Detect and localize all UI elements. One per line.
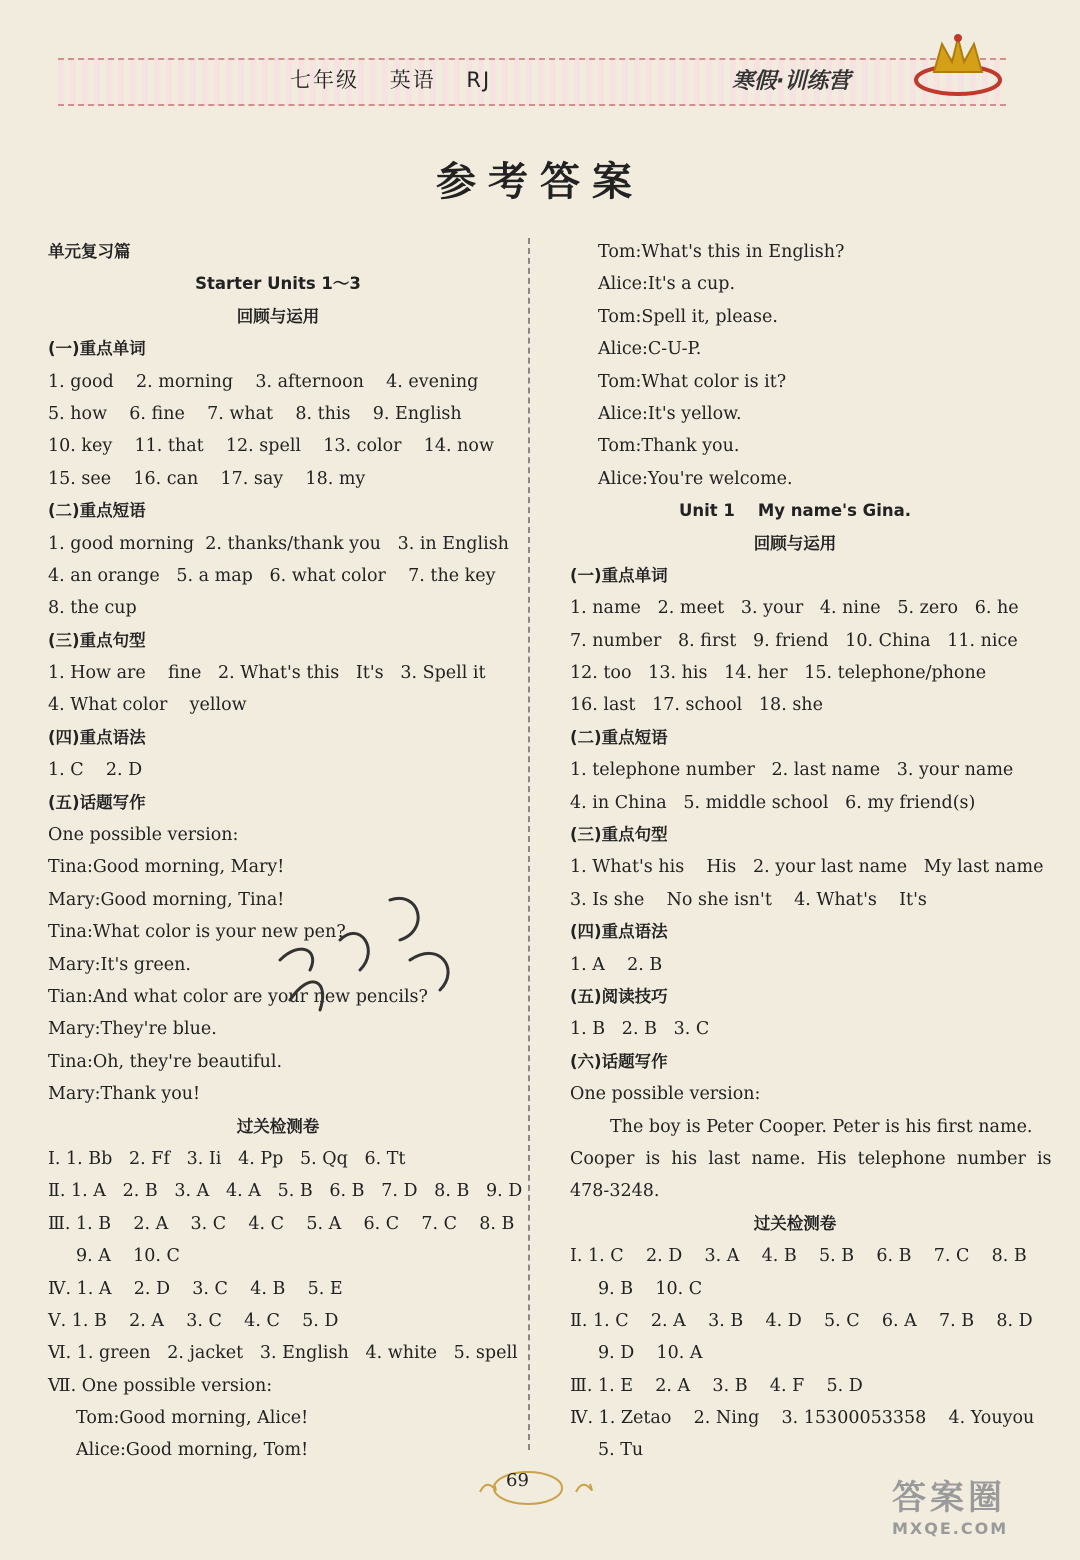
answer-line: 过关检测卷 (753, 1213, 837, 1233)
page-number: 69 (506, 1470, 529, 1491)
answer-line: 9. D 10. A (598, 1343, 703, 1364)
answer-line: 3. Is she No she isn't 4. What's It's (570, 889, 927, 910)
answer-line: Mary:Thank you! (48, 1084, 201, 1105)
answer-line: 12. too 13. his 14. her 15. telephone/phone (570, 663, 987, 684)
answer-line: 7. number 8. first 9. friend 10. China 11. nice (570, 630, 1018, 651)
answer-line: (二)重点短语 (48, 501, 146, 521)
answer-line: Ⅳ. 1. A 2. D 3. C 4. B 5. E (48, 1278, 343, 1299)
answer-line: 8. the cup (48, 598, 137, 619)
answer-line: Ⅲ. 1. B 2. A 3. C 4. C 5. A 6. C 7. C 8. B (48, 1213, 515, 1234)
page-number-ornament (470, 1462, 610, 1512)
column-divider (528, 238, 530, 1450)
left-column (48, 236, 523, 1467)
answer-line: Ⅱ. 1. A 2. B 3. A 4. A 5. B 6. B 7. D 8. B 9. D (48, 1181, 523, 1202)
answer-line: Ⅱ. 1. C 2. A 3. B 4. D 5. C 6. A 7. B 8. D (570, 1310, 1033, 1331)
brand-title: 寒假·训练营 (732, 69, 851, 94)
answer-line: Mary:Good morning, Tina! (48, 889, 285, 910)
answer-line: 5. how 6. fine 7. what 8. this 9. English (48, 403, 462, 424)
watermark-line1: 答案圈 (892, 1478, 1006, 1518)
answer-line: 1. name 2. meet 3. your 4. nine 5. zero 6. he (570, 598, 1019, 619)
header-info (290, 64, 513, 94)
answer-line: 过关检测卷 (236, 1116, 320, 1136)
answer-line: Ⅰ. 1. Bb 2. Ff 3. Ii 4. Pp 5. Qq 6. Tt (48, 1148, 406, 1169)
answer-line: 15. see 16. can 17. say 18. my (48, 468, 366, 489)
answer-line: Alice:It's yellow. (598, 403, 742, 424)
header-band (58, 58, 1006, 106)
answer-line: (一)重点单词 (48, 339, 146, 359)
answer-line: 9. A 10. C (76, 1246, 180, 1267)
answer-line: 4. What color yellow (48, 695, 247, 716)
answer-line: 1. B 2. B 3. C (570, 1019, 710, 1040)
answer-line: Tom:Thank you. (598, 436, 740, 457)
answer-line: 回顾与运用 (236, 306, 320, 326)
answer-line: 4. an orange 5. a map 6. what color 7. the key (48, 565, 496, 586)
answer-line: (四)重点语法 (48, 727, 146, 747)
answer-line: Ⅵ. 1. green 2. jacket 3. English 4. white 5. spell (48, 1343, 518, 1364)
answer-line: 回顾与运用 (753, 533, 837, 553)
answer-line: 1. What's his His 2. your last name My last name (570, 857, 1044, 878)
answer-line: The boy is Peter Cooper. Peter is his first name. (610, 1116, 1033, 1137)
answer-line: (六)话题写作 (570, 1051, 668, 1071)
watermark-line2: MXQE.COM (892, 1519, 1009, 1538)
answer-line: Starter Units 1～3 (195, 274, 361, 294)
answer-line: 1. A 2. B (570, 954, 663, 975)
answer-line: Mary:They're blue. (48, 1019, 217, 1040)
answer-line: 1. How are fine 2. What's this It's 3. Spell it (48, 663, 486, 684)
answer-line: Cooper is his last name. His telephone number is (570, 1148, 1052, 1169)
answer-line: 1. good morning 2. thanks/thank you 3. in English (48, 533, 509, 554)
answer-line: 1. telephone number 2. last name 3. your name (570, 760, 1014, 781)
answer-line: 9. B 10. C (598, 1278, 703, 1299)
page-title: 参考答案 (436, 159, 644, 205)
answer-line: 1. C 2. D (48, 760, 143, 781)
answer-line: Ⅲ. 1. E 2. A 3. B 4. F 5. D (570, 1375, 863, 1396)
answer-line: Unit 1 My name's Gina. (678, 501, 912, 521)
answer-line: Alice:You're welcome. (598, 468, 793, 489)
answer-line: 10. key 11. that 12. spell 13. color 14. now (48, 436, 494, 457)
crown-logo-icon (912, 32, 1004, 98)
answer-line: 单元复习篇 (48, 242, 131, 261)
answer-line: Ⅳ. 1. Zetao 2. Ning 3. 15300053358 4. Youyou (570, 1408, 1035, 1429)
grade-label: 七年级 (290, 68, 359, 92)
edition-label: RJ (466, 68, 492, 92)
answer-line: 16. last 17. school 18. she (570, 695, 823, 716)
answer-line: (二)重点短语 (570, 727, 668, 747)
answer-line: Tian:And what color are your new pencils? (48, 986, 428, 1007)
answer-line: Alice:C-U-P. (598, 339, 702, 360)
answer-line: One possible version: (570, 1084, 761, 1105)
answer-line: 5. Tu (598, 1440, 644, 1461)
answer-line: (五)话题写作 (48, 792, 146, 812)
answer-line: Tom:What's this in English? (598, 242, 845, 262)
subject-label: 英语 (389, 68, 436, 92)
answer-line: Tom:Good morning, Alice! (76, 1408, 309, 1429)
answer-line: 478-3248. (570, 1181, 660, 1202)
answer-line: (五)阅读技巧 (570, 986, 668, 1006)
answer-line: Alice:It's a cup. (598, 274, 736, 295)
answer-line: Tom:What color is it? (598, 371, 787, 392)
answer-line: (三)重点句型 (570, 825, 668, 845)
answer-line: (一)重点单词 (570, 565, 668, 585)
watermark (892, 1470, 1072, 1554)
answer-line: Alice:Good morning, Tom! (76, 1440, 309, 1461)
answer-line: 4. in China 5. middle school 6. my friend(s) (570, 792, 976, 813)
answer-line: Tina:Good morning, Mary! (48, 857, 285, 878)
answer-line: Ⅶ. One possible version: (48, 1375, 273, 1396)
handwritten-scribble (250, 880, 480, 1030)
answer-line: One possible version: (48, 825, 239, 846)
answer-line: (四)重点语法 (570, 922, 668, 942)
answer-line: Tina:What color is your new pen? (48, 922, 346, 943)
answer-line: Tina:Oh, they're beautiful. (48, 1051, 283, 1072)
answer-line: Ⅴ. 1. B 2. A 3. C 4. C 5. D (48, 1310, 339, 1331)
answer-line: Tom:Spell it, please. (598, 306, 778, 327)
answer-line: Ⅰ. 1. C 2. D 3. A 4. B 5. B 6. B 7. C 8. B (570, 1246, 1027, 1267)
right-column (570, 236, 1052, 1467)
answer-line: (三)重点句型 (48, 630, 146, 650)
answer-line: Mary:It's green. (48, 954, 191, 975)
answer-line: 1. good 2. morning 3. afternoon 4. evening (48, 371, 479, 392)
